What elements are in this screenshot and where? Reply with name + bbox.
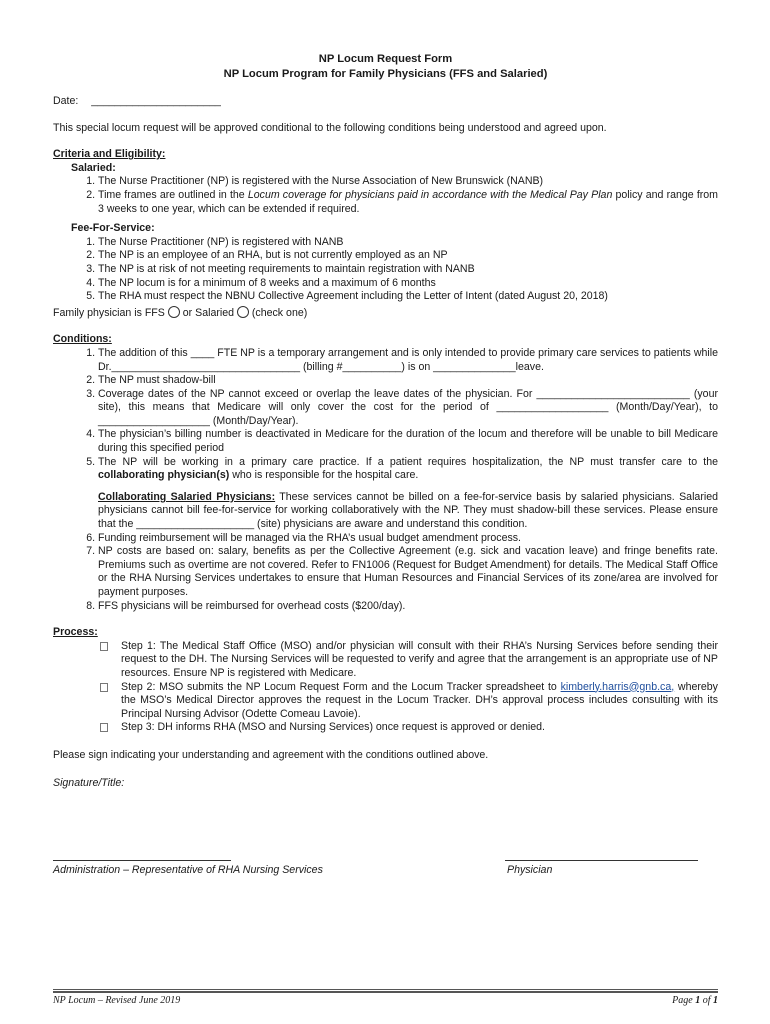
bullet-box-icon	[100, 642, 108, 651]
conditions-list	[53, 347, 718, 483]
list-item: 7. NP costs are based on: salary, benefits as per the Collective Agreement (e.g. sick and vacation leave) and fringe benefits rate. Premiums such as overtime are not covered. Refer to FN1006 (Request for Budget Amendment) for details. The Medical Staff Office or the RHA Nursing Services undertakes to ensure that Human Resources and Financial Services of its zone/area are involved for payment purposes.	[98, 545, 718, 599]
list-item: 2. The NP is an employee of an RHA, but is not currently employed as an NP	[98, 249, 718, 263]
list-item: 2. The NP must shadow-bill	[98, 374, 718, 388]
list-item: 1. The Nurse Practitioner (NP) is registered with the Nurse Association of New Brunswick (NANB)	[98, 175, 718, 189]
bullet-box-icon	[100, 723, 108, 732]
date-label: Date:	[53, 95, 79, 107]
salaried-heading: Salaried:	[71, 161, 116, 174]
admin-signature-label: Administration – Representative of RHA Nursing Services	[53, 864, 323, 876]
form-subtitle: NP Locum Program for Family Physicians (FFS and Salaried)	[223, 67, 548, 80]
list-item: 4. The NP locum is for a minimum of 8 weeks and a maximum of 6 months	[98, 277, 718, 291]
list-item: 8. FFS physicians will be reimbursed for overhead costs ($200/day).	[98, 600, 718, 614]
date-row	[53, 95, 718, 109]
list-item: 5. The NP will be working in a primary care practice. If a patient requires hospitalization, the NP must transfer care to the collaborating physician(s) who is responsible for the hospital care.	[98, 456, 718, 483]
conditions-heading: Conditions:	[53, 333, 112, 346]
list-item: 3. Coverage dates of the NP cannot exceed or overlap the leave dates of the physician. For __________________________ (your site), this means that Medicare will only cover the cost for the period of ___________________ (Month/Day/Year), to ___________________ (Month/Day/Year).	[98, 388, 718, 429]
date-field[interactable]: ______________________	[91, 95, 221, 107]
process-heading: Process:	[53, 626, 98, 639]
form-title: NP Locum Request Form	[318, 53, 453, 65]
conditions-list-continued	[53, 532, 718, 614]
form-page	[53, 52, 718, 790]
process-step: Step 1: The Medical Staff Office (MSO) and/or physician will consult with their RHA’s Nursing Services before sending their request to the DH. The Nursing Services will be requested to verify and agree that the arrangement is an appropriate use of NP resources. Ensure NP is registered with Medicare.	[53, 640, 718, 681]
process-step: Step 3: DH informs RHA (MSO and Nursing Services) once request is approved or denied.	[53, 721, 718, 735]
footer-page-number: Page 1 of 1	[672, 995, 718, 1006]
process-step: Step 2: MSO submits the NP Locum Request Form and the Locum Tracker spreadsheet to kimberly.harris@gnb.ca, whereby the MSO’s Medical Director approves the request in the Locum Tracker. DH’s approval process includes consulting with its Principal Nursing Advisor (Odette Comeau Lavoie).	[53, 681, 718, 722]
list-item: 4. The physician’s billing number is deactivated in Medicare for the duration of the locum and therefore will be unable to bill Medicare during this specified period	[98, 428, 718, 455]
footer-revision: NP Locum – Revised June 2019	[53, 995, 181, 1006]
list-item: 3. The NP is at risk of not meeting requirements to maintain registration with NANB	[98, 263, 718, 277]
salaried-list	[53, 175, 718, 216]
process-list	[53, 640, 718, 735]
collaborating-note: Collaborating Salaried Physicians: These services cannot be billed on a fee-for-service basis by salaried physicians. Salaried physicians cannot bill fee-for-service for working collaboratively with the NP. They must shadow-bill these services. Please ensure that the ____________________ (site) physicians are aware and understand this condition.	[98, 490, 718, 531]
ffs-list	[53, 236, 718, 304]
footer-divider	[53, 989, 718, 990]
criteria-heading: Criteria and Eligibility:	[53, 148, 166, 161]
email-link[interactable]: kimberly.harris@gnb.ca,	[560, 680, 675, 693]
footer-divider	[53, 991, 718, 993]
ffs-heading: Fee-For-Service:	[71, 222, 155, 235]
list-item: 2. Time frames are outlined in the Locum coverage for physicians paid in accordance with the Medical Pay Plan policy and range from 3 weeks to one year, which can be extended if required.	[98, 189, 718, 216]
physician-signature-label: Physician	[507, 864, 553, 876]
bullet-box-icon	[100, 683, 108, 692]
signature-label: Signature/Title:	[53, 776, 125, 789]
list-item: 1. The Nurse Practitioner (NP) is registered with NANB	[98, 236, 718, 250]
ffs-radio[interactable]	[168, 306, 180, 318]
list-item: 6. Funding reimbursement will be managed via the RHA’s usual budget amendment process.	[98, 532, 718, 546]
admin-signature-line[interactable]	[53, 860, 231, 861]
physician-signature-line[interactable]	[505, 860, 698, 861]
sign-prompt: Please sign indicating your understanding and agreement with the conditions outlined above.	[53, 748, 489, 761]
salaried-radio[interactable]	[237, 306, 249, 318]
physician-type-row: Family physician is FFS or Salaried (check one)	[53, 306, 308, 319]
intro-text: This special locum request will be approved conditional to the following conditions being understood and agreed upon.	[53, 121, 607, 134]
list-item: 5. The RHA must respect the NBNU Collective Agreement including the Letter of Intent (dated August 20, 2018)	[98, 290, 718, 304]
list-item: 1. The addition of this ____ FTE NP is a temporary arrangement and is only intended to provide primary care services to patients while Dr.________________________________ (billing #__________) is on ______________leave.	[98, 347, 718, 374]
